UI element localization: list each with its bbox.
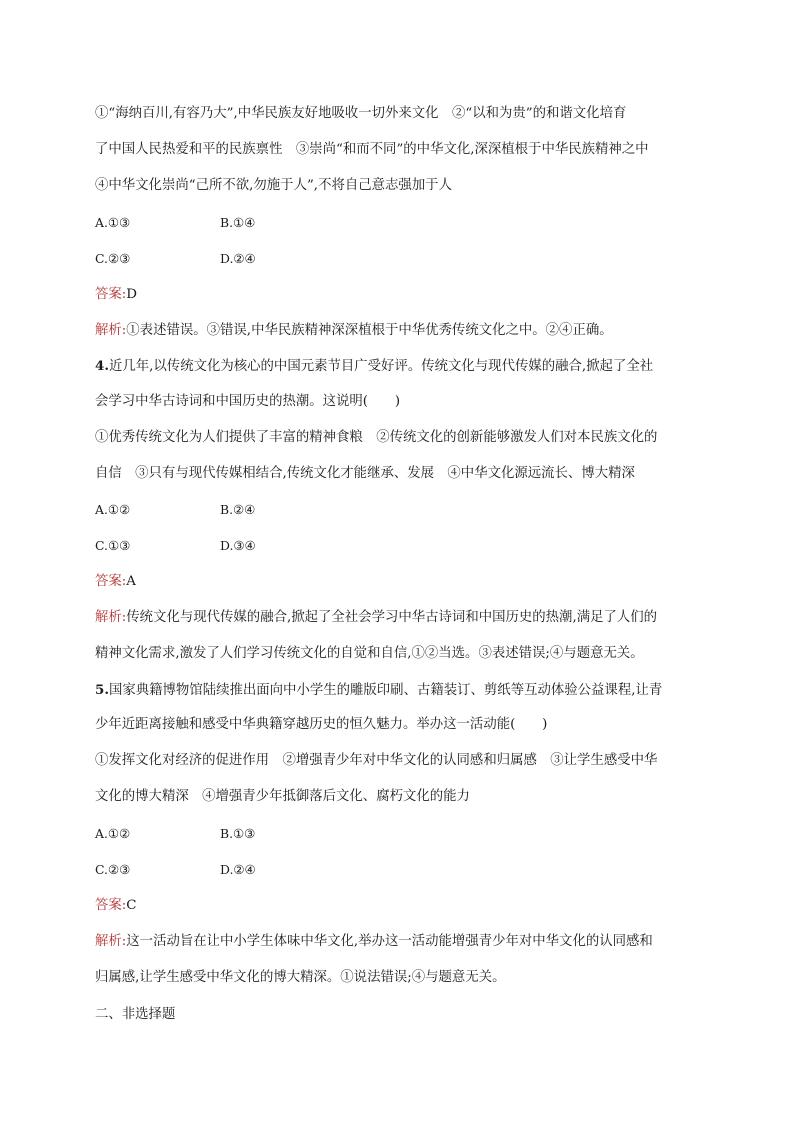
- q4-answer-value: A: [126, 574, 136, 589]
- q5-answer-value: C: [126, 898, 137, 913]
- q5-analysis-line-2: 归属感,让学生感受中华文化的博大精深。①说法错误;④与题意无关。: [95, 970, 506, 985]
- q4-option-d: D.③④: [220, 538, 256, 553]
- q5-number: 5.: [95, 682, 109, 698]
- q5-statement-line-2: 文化的博大精深 ④增强青少年抵御落后文化、腐朽文化的能力: [95, 789, 470, 804]
- q3-answer-value: D: [126, 287, 138, 302]
- q5-option-b: B.①③: [220, 826, 256, 841]
- section-heading: 二、非选择题: [95, 1007, 176, 1022]
- q4-stem-line-1: [95, 357, 653, 376]
- q3-analysis-label: 解析:: [95, 323, 127, 338]
- q3-option-a: A.①③: [95, 215, 131, 230]
- q4-answer-label: 答案:: [95, 574, 127, 589]
- q5-analysis-line-1: [95, 933, 653, 951]
- q3-analysis: [95, 322, 613, 340]
- q3-statement-line-2: 了中国人民热爱和平的民族禀性 ③崇尚“和而不同”的中华文化,深深植根于中华民族精神之中: [95, 142, 649, 157]
- q5-stem-line-1: [95, 681, 662, 700]
- q3-option-c: C.②③: [95, 251, 131, 266]
- q3-option-d: D.②④: [220, 251, 256, 266]
- q5-stem-text-1: 国家典籍博物馆陆续推出面向中小学生的雕版印刷、古籍装订、剪纸等互动体验公益课程,让青: [108, 683, 663, 698]
- q4-answer: [95, 573, 136, 591]
- q3-option-b: B.①④: [220, 215, 256, 230]
- q4-analysis-label: 解析:: [95, 610, 127, 625]
- q5-option-a: A.①②: [95, 826, 131, 841]
- q4-analysis-text-1: 传统文化与现代传媒的融合,掀起了全社会学习中华古诗词和中国历史的热潮,满足了人们的: [126, 610, 658, 625]
- q3-statement-line-3: ④中华文化崇尚“己所不欲,勿施于人”,不将自己意志强加于人: [95, 178, 452, 193]
- q3-answer-label: 答案:: [95, 287, 127, 302]
- q4-number: 4.: [95, 358, 109, 374]
- q4-stem-text-1: 近几年,以传统文化为核心的中国元素节目广受好评。传统文化与现代传媒的融合,掀起了全社: [108, 359, 654, 374]
- q4-analysis-line-1: [95, 609, 657, 627]
- q5-analysis-label: 解析:: [95, 934, 127, 949]
- q4-statement-line-2: 自信 ③只有与现代传媒相结合,传统文化才能继承、发展 ④中华文化源远流长、博大精深: [95, 466, 635, 481]
- q3-answer: [95, 286, 137, 304]
- q4-option-c: C.①③: [95, 538, 131, 553]
- q3-statement-line-1: ①“海纳百川,有容乃大”,中华民族友好地吸收一切外来文化 ②“以和为贵”的和谐文化培育: [95, 106, 627, 121]
- q4-stem-line-2: 会学习中华古诗词和中国历史的热潮。这说明( ): [95, 394, 401, 409]
- q5-analysis-text-1: 这一活动旨在让中小学生体味中华文化,举办这一活动能增强青少年对中华文化的认同感和: [126, 934, 653, 949]
- q3-analysis-text: ①表述错误。③错误,中华民族精神深深植根于中华优秀传统文化之中。②④正确。: [126, 323, 613, 338]
- q4-analysis-line-2: 精神文化需求,激发了人们学习传统文化的自觉和自信,①②当选。③表述错误;④与题意无关。: [95, 646, 644, 661]
- q5-answer: [95, 897, 137, 915]
- q5-option-c: C.②③: [95, 862, 131, 877]
- q4-statement-line-1: ①优秀传统文化为人们提供了丰富的精神食粮 ②传统文化的创新能够激发人们对本民族文化的: [95, 430, 658, 445]
- q5-stem-line-2: 少年近距离接触和感受中华典籍穿越历史的恒久魅力。举办这一活动能( ): [95, 717, 548, 732]
- q4-option-b: B.②④: [220, 502, 256, 517]
- q5-answer-label: 答案:: [95, 898, 127, 913]
- q4-option-a: A.①②: [95, 502, 131, 517]
- q5-option-d: D.②④: [220, 862, 256, 877]
- q5-statement-line-1: ①发挥文化对经济的促进作用 ②增强青少年对中华文化的认同感和归属感 ③让学生感受中华: [95, 753, 658, 768]
